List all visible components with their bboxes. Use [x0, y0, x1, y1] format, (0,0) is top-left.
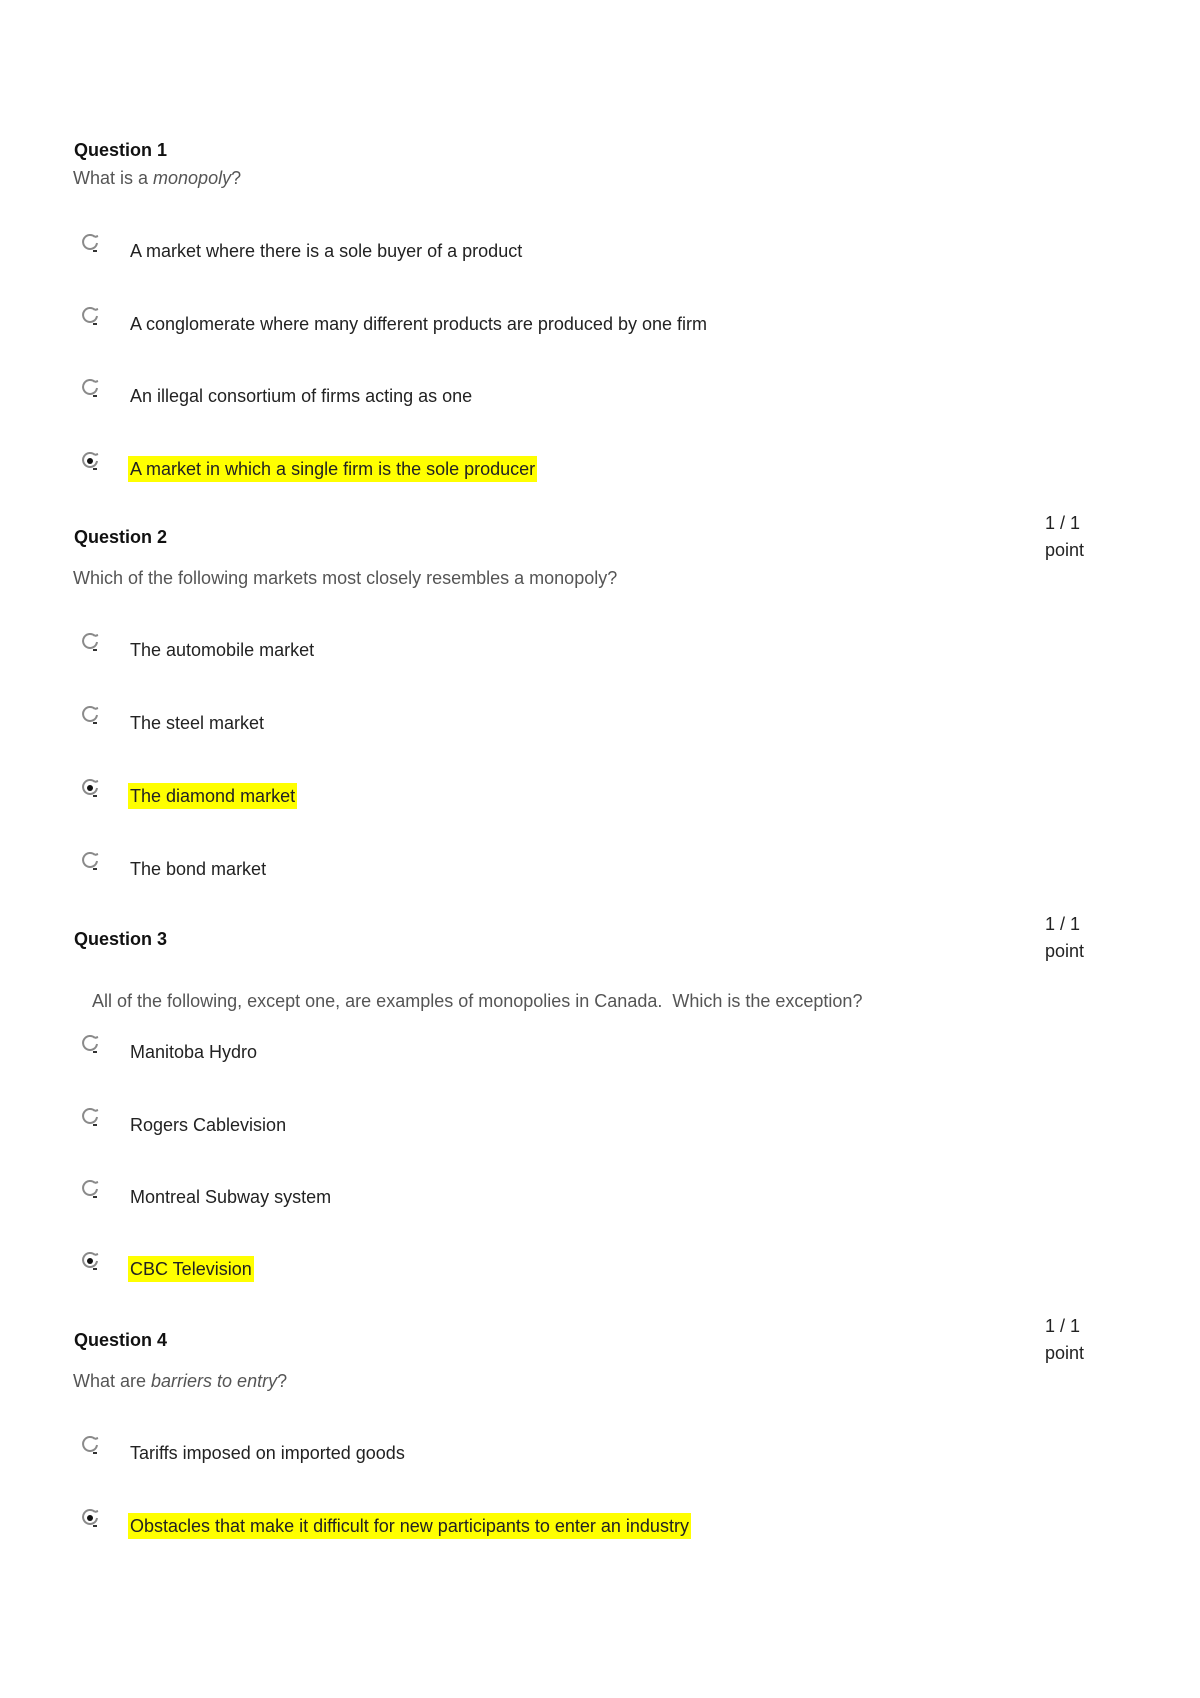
question-title: Question 4 — [74, 1330, 168, 1350]
score-value: 1 / 1 — [1045, 914, 1081, 934]
answer-option[interactable] — [80, 1440, 980, 1472]
answer-label: Tariffs imposed on imported goods — [130, 1443, 405, 1463]
answer-option[interactable] — [80, 1039, 980, 1071]
answer-option-selected[interactable] — [80, 1256, 980, 1288]
question-text: What are barriers to entry? — [73, 1371, 288, 1391]
score-value: 1 / 1 — [1045, 1316, 1081, 1336]
answer-option[interactable] — [80, 637, 980, 669]
answer-option-selected[interactable] — [80, 456, 980, 488]
answer-label-selected: The diamond market — [128, 783, 297, 809]
score — [1045, 510, 1084, 564]
answer-label: The steel market — [130, 713, 265, 733]
answer-label: An illegal consortium of firms acting as one — [130, 386, 473, 406]
question-title: Question 2 — [74, 527, 168, 547]
radio-selected-icon[interactable] — [80, 1507, 102, 1531]
answer-label-selected: Obstacles that make it difficult for new participants to enter an industry — [128, 1513, 691, 1539]
answer-label: Rogers Cablevision — [130, 1115, 287, 1135]
question-text: What is a monopoly? — [73, 168, 242, 188]
radio-unselected-icon[interactable] — [80, 704, 102, 728]
radio-unselected-icon[interactable] — [80, 232, 102, 256]
radio-unselected-icon[interactable] — [80, 1434, 102, 1458]
question-title: Question 3 — [74, 929, 168, 949]
radio-unselected-icon[interactable] — [80, 1033, 102, 1057]
answer-option[interactable] — [80, 1112, 980, 1144]
answer-label: The automobile market — [130, 640, 315, 660]
answer-label: A conglomerate where many different products are produced by one firm — [130, 314, 707, 334]
radio-unselected-icon[interactable] — [80, 377, 102, 401]
radio-selected-icon[interactable] — [80, 1250, 102, 1274]
answer-label: A market where there is a sole buyer of a product — [130, 241, 523, 261]
answer-option-selected[interactable] — [80, 1513, 980, 1545]
answer-label: The bond market — [130, 859, 267, 879]
answer-option[interactable] — [80, 383, 980, 415]
radio-selected-icon[interactable] — [80, 450, 102, 474]
radio-unselected-icon[interactable] — [80, 850, 102, 874]
answer-option-selected[interactable] — [80, 783, 980, 815]
answer-option[interactable] — [80, 238, 980, 270]
radio-unselected-icon[interactable] — [80, 305, 102, 329]
answer-option[interactable] — [80, 710, 980, 742]
answer-label-selected: A market in which a single firm is the sole producer — [128, 456, 537, 482]
answer-option[interactable] — [80, 311, 980, 343]
score — [1045, 911, 1084, 965]
answer-label-selected: CBC Television — [128, 1256, 254, 1282]
radio-unselected-icon[interactable] — [80, 1106, 102, 1130]
score — [1045, 1313, 1084, 1367]
radio-unselected-icon[interactable] — [80, 1178, 102, 1202]
radio-unselected-icon[interactable] — [80, 631, 102, 655]
radio-selected-icon[interactable] — [80, 777, 102, 801]
question-text: Which of the following markets most closely resembles a monopoly? — [73, 568, 618, 588]
score-value: 1 / 1 — [1045, 513, 1081, 533]
answer-label: Montreal Subway system — [130, 1187, 332, 1207]
score-unit: point — [1045, 540, 1085, 560]
answer-option[interactable] — [80, 856, 980, 888]
score-unit: point — [1045, 941, 1085, 961]
answer-label: Manitoba Hydro — [130, 1042, 258, 1062]
answer-option[interactable] — [80, 1184, 980, 1216]
score-unit: point — [1045, 1343, 1085, 1363]
question-title: Question 1 — [74, 140, 168, 160]
question-text: All of the following, except one, are examples of monopolies in Canada. Which is the exception? — [92, 991, 863, 1011]
